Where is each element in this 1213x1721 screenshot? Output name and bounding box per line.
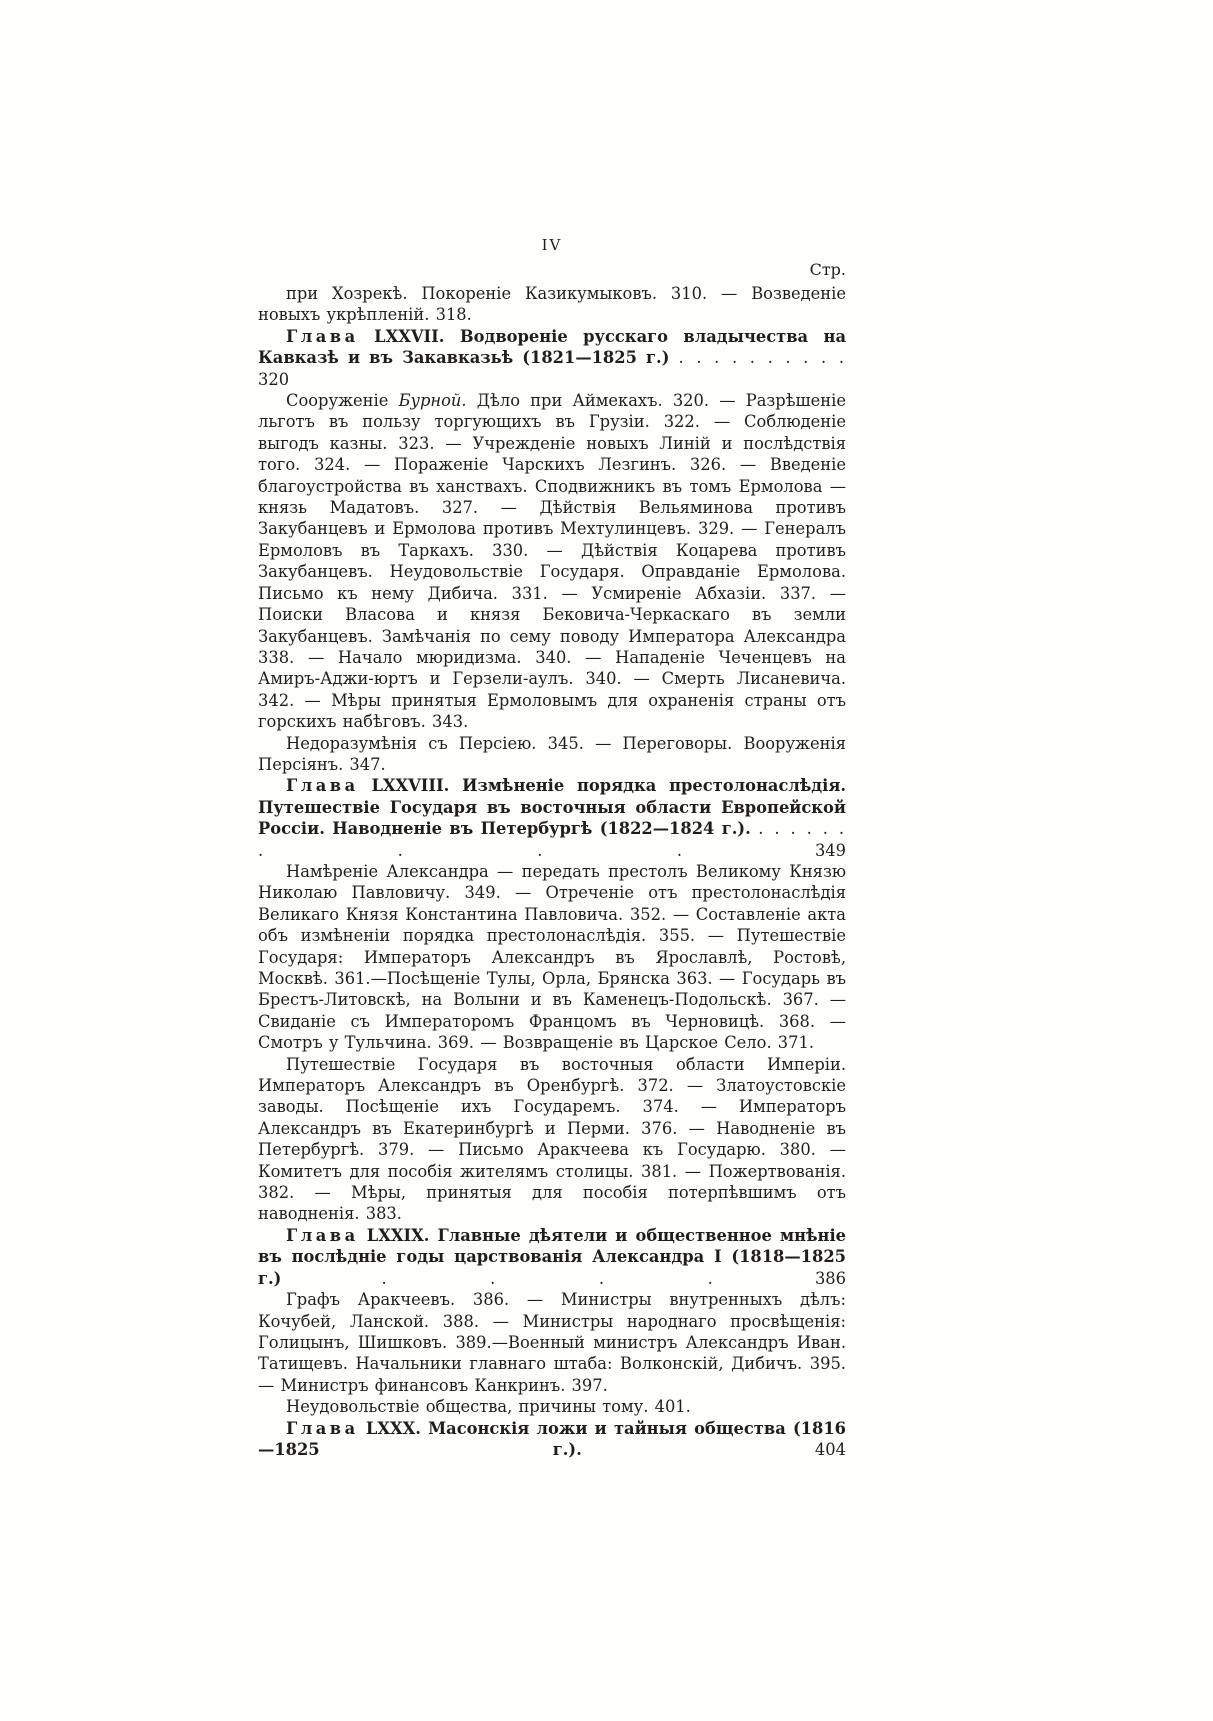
toc-paragraph: Путешествіе Государя въ восточныя области Имперіи. Императоръ Александръ въ Оренбургѣ. 372. — Златоустовскіе заводы. Посѣщеніе ихъ Государемъ. 374. — Императоръ Александръ въ Екатеринбургѣ и Перми. 376. — Наводненіе въ Петербургѣ. 379. — Письмо Аракчеева къ Государю. 380. — Комитетъ для пособія жителямъ столицы. 381. — Пожертвованія. 382. — Мѣры, принятыя для пособія потерпѣвшимъ отъ наводненія. 383. [258,1054,846,1224]
chapter-page-number: 386 [814,1268,847,1288]
toc-text-column [258,236,846,1460]
chapter-heading [258,326,846,390]
toc-paragraph: Графъ Аракчеевъ. 386. — Министры внутренныхъ дѣлъ: Кочубей, Ланской. 388. — Министры народнаго просвѣщенія: Голицынъ, Шишковъ. 389.—Военный министръ Александръ Иван. Татищевъ. Начальники главнаго штаба: Волконскій, Дибичъ. 395.— Министръ финансовъ Канкринъ. 397. [258,1290,846,1395]
chapter-number: LXXX. [365,1418,421,1438]
toc-paragraph: Неудовольствіе общества, причины тому. 401. [286,1397,691,1417]
chapter-word: Глава [286,326,359,346]
chapter-title: Водвореніе русскаго владычества на Кавказѣ и въ Закавказьѣ (1821—1825 г.) [258,326,847,368]
chapter-word: Глава [286,776,359,796]
toc-paragraph: при Хозрекѣ. Покореніе Казикумыковъ. 310. — Возведеніе новыхъ укрѣпленій. 318. [258,284,846,325]
chapter-word: Глава [286,1418,359,1438]
toc-paragraph: Недоразумѣнія съ Персіею. 345. — Переговоры. Вооруженія Персіянъ. 347. [258,733,846,774]
chapter-number: LXXIX. [366,1225,430,1245]
chapter-title: Измѣненіе порядка престолонаслѣдія. Путешествіе Государя въ восточныя области Европейской Россіи. Наводненіе въ Петербургѣ (1822—1824 г.). [258,776,847,839]
chapter-word: Глава [286,1225,359,1245]
dot-leader: . . . . . . . . . . [258,819,846,860]
toc-paragraph [258,390,846,733]
chapter-page-number: 404 [814,1439,846,1459]
chapter-heading [258,775,846,861]
chapter-heading [258,1418,846,1461]
paragraph-text: Сооруженіе [286,391,399,411]
chapter-page-number: 320 [258,369,290,389]
page-column-label: Стр. [809,260,846,279]
chapter-title: Главные дѣятели и общественное мнѣніе въ послѣдніе годы царствованія Александра I (1818—1825 г.) [258,1225,846,1288]
chapter-number: LXXVIII. [371,776,450,796]
chapter-number: LXXVII. [374,326,445,346]
paragraph-text: Дѣло при Аймекахъ. 320. — Разрѣшеніе льготъ въ пользу торгующихъ въ Грузіи. 322. — Соблюденіе выгодъ казны. 323. — Учрежденіе новыхъ Линій и послѣдствія того. 324. — Пораженіе Чарскихъ Лезгинъ. 326. — Введеніе благоустройства въ ханствахъ. Сподвижникъ въ томъ Ермолова — князь Мадатовъ. 327. — Дѣйствія Вельяминова противъ Закубанцевъ и Ермолова противъ Мехтулинцевъ. 329. — Генералъ Ермоловъ въ Таркахъ. 330. — Дѣйствія Коцарева противъ Закубанцевъ. Неудовольствіе Государя. Оправданіе Ермолова. Письмо къ нему Дибича. 331. — Усмиреніе Абхазіи. 337. — Поиски Власова и князя Бековича-Черкаскаго въ земли Закубанцевъ. Замѣчанія по сему поводу Императора Александра 338. — Начало мюридизма. 340. — Нападеніе Чеченцевъ на Амиръ-Аджи-юртъ и Герзели-аулъ. 340. — Смерть Лисаневича. 342. — Мѣры принятыя Ермоловымъ для охраненія страны отъ горскихъ набѣговъ. 343. [258,391,846,732]
italic-term: Бурной. [398,391,467,411]
chapter-heading [258,1225,846,1289]
dot-leader: . . . . . . . . . . [678,348,847,368]
chapter-page-number: 349 [814,840,847,860]
chapter-title: Масонскія ложи и тайныя общества (1816—1825 г.). [258,1418,846,1459]
dot-leader: . . . . [381,1268,715,1288]
page-number-roman: IV [541,236,563,254]
toc-paragraph: Намѣреніе Александра — передать престолъ Великому Князю Николаю Павловичу. 349. — Отреченіе отъ престолонаслѣдія Великаго Князя Константина Павловича. 352. — Составленіе акта объ измѣненіи порядка престолонаслѣдія. 355. — Путешествіе Государя: Императоръ Александръ въ Ярославлѣ, Ростовѣ, Москвѣ. 361.—Посѣщеніе Тулы, Орла, Брянска 363. — Государь въ Брестъ-Литовскѣ, на Волыни и въ Каменецъ-Подольскѣ. 367. — Свиданіе съ Императоромъ Францомъ въ Черновицѣ. 368. — Смотръ у Тульчина. 369. — Возвращеніе въ Царское Село. 371. [258,861,846,1053]
